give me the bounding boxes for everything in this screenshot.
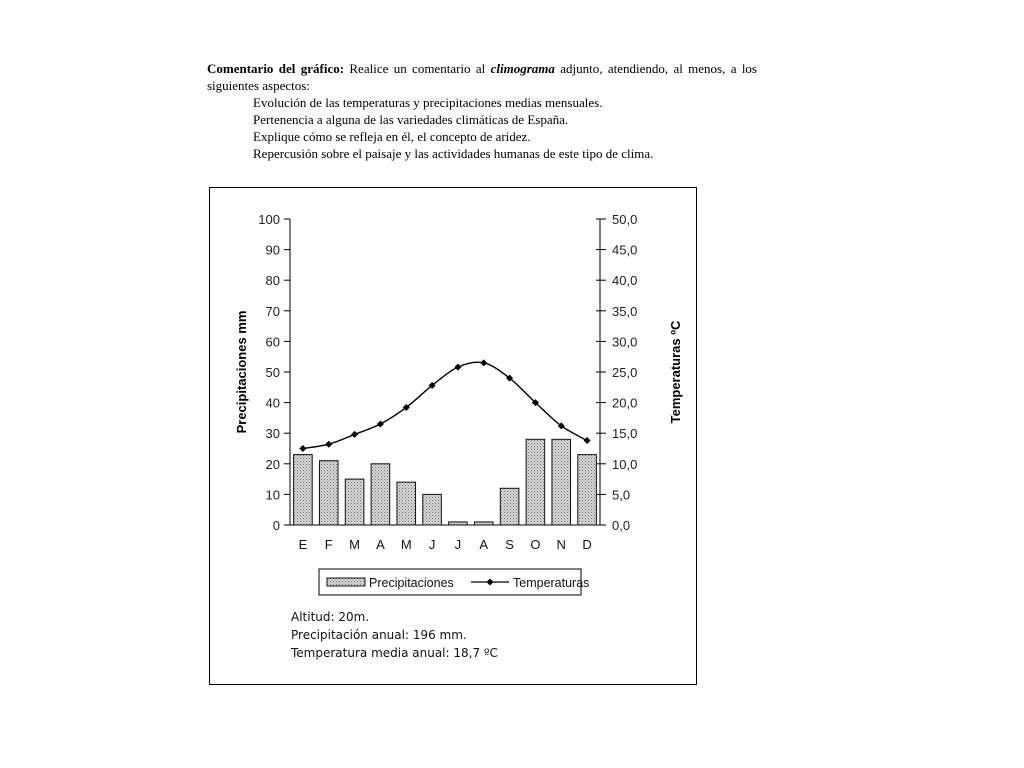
precipitation-bar — [397, 482, 416, 525]
left-tick-label: 90 — [265, 242, 280, 258]
temperature-point — [351, 431, 358, 438]
right-tick-label: 50,0 — [612, 212, 638, 227]
left-tick-label: 70 — [265, 303, 280, 319]
prompt-aspect: Repercusión sobre el paisaje y las actividades humanas de este tipo de clima. — [253, 146, 654, 161]
precipitation-bar — [371, 464, 390, 525]
temperature-point — [454, 364, 461, 371]
prompt-intro-after: adjunto, atendiendo, al menos, a los siguientes aspectos: — [207, 61, 757, 93]
temperature-point — [325, 441, 332, 448]
prompt-intro-before: Realice un comentario al — [344, 61, 491, 76]
right-tick-label: 35,0 — [612, 303, 638, 319]
month-label: A — [479, 537, 489, 552]
right-axis-title: Temperaturas ºC — [668, 320, 683, 424]
prompt-intro-emph: climograma — [490, 61, 555, 76]
precipitation-bar — [294, 455, 313, 525]
legend-precipitation-label: Precipitaciones — [369, 576, 454, 590]
month-label: O — [530, 537, 541, 552]
left-tick-label: 30 — [265, 426, 280, 442]
left-tick-label: 50 — [265, 365, 280, 380]
left-tick-label: 20 — [265, 456, 280, 472]
right-tick-label: 15,0 — [612, 426, 638, 442]
precipitation-bar — [500, 488, 519, 525]
right-tick-label: 40,0 — [612, 273, 638, 289]
right-tick-label: 0,0 — [612, 518, 631, 533]
month-label: A — [376, 537, 385, 552]
right-tick-label: 5,0 — [612, 487, 631, 503]
month-label: M — [349, 537, 361, 552]
climate-info — [291, 608, 498, 662]
left-tick-label: 40 — [265, 395, 280, 411]
precipitation-bar — [578, 455, 597, 525]
temperature-point — [377, 421, 384, 428]
temperature-line — [303, 362, 587, 448]
month-label: J — [454, 537, 462, 552]
precipitation-bar — [526, 439, 545, 525]
prompt-aspects-list — [207, 94, 757, 162]
left-tick-label: 100 — [258, 212, 280, 227]
prompt-aspect: Evolución de las temperaturas y precipitaciones medias mensuales. — [253, 95, 603, 110]
altitude-text: Altitud: 20m. — [291, 610, 370, 624]
temperature-point — [299, 445, 306, 452]
prompt-aspect: Explique cómo se refleja en él, el concepto de aridez. — [253, 129, 531, 144]
precipitation-bar — [423, 494, 442, 525]
month-label: S — [505, 537, 514, 552]
left-tick-label: 60 — [265, 334, 280, 350]
precipitation-bar — [345, 479, 364, 525]
month-label: M — [400, 537, 412, 552]
temperature-point — [584, 437, 591, 444]
right-tick-label: 45,0 — [612, 242, 638, 258]
climograph-frame — [209, 187, 697, 685]
left-tick-label: 0 — [272, 518, 280, 533]
precipitation-bar — [319, 461, 338, 525]
temperature-point — [480, 359, 487, 366]
right-tick-label: 30,0 — [612, 334, 638, 350]
month-label: J — [428, 537, 436, 552]
exercise-prompt — [207, 60, 757, 162]
left-tick-label: 10 — [265, 487, 280, 503]
precipitation-bar — [449, 522, 468, 525]
prompt-intro — [207, 60, 757, 94]
right-tick-label: 10,0 — [612, 456, 638, 472]
month-label: N — [556, 537, 566, 552]
precipitation-bar — [552, 439, 571, 525]
month-label: E — [298, 537, 308, 552]
legend-temperature-label: Temperaturas — [513, 576, 590, 590]
left-axis-title: Precipitaciones mm — [234, 310, 249, 434]
month-label: F — [324, 537, 333, 552]
precipitation-bar — [474, 522, 493, 525]
prompt-aspect: Pertenencia a alguna de las variedades climáticas de España. — [253, 112, 569, 127]
month-label: D — [582, 537, 592, 552]
annual-temperature-text: Temperatura media anual: 18,7 ºC — [291, 646, 498, 660]
left-tick-label: 80 — [265, 273, 280, 289]
right-tick-label: 25,0 — [612, 365, 638, 380]
annual-precipitation-text: Precipitación anual: 196 mm. — [291, 628, 467, 642]
legend-bar-swatch — [327, 578, 365, 586]
prompt-title: Comentario del gráfico: — [207, 61, 345, 76]
right-tick-label: 20,0 — [612, 395, 638, 411]
